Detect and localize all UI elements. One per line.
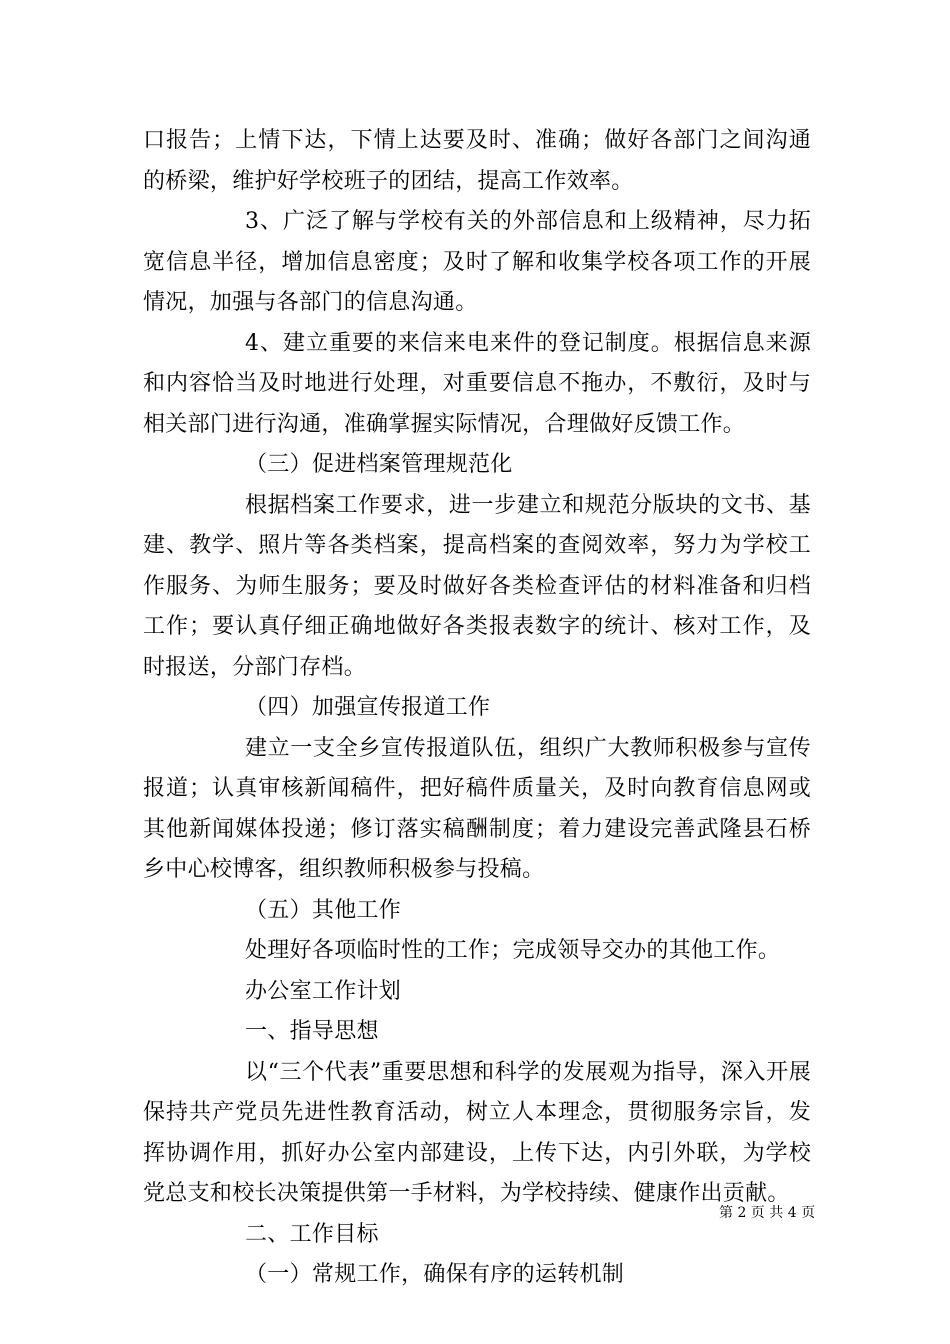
section-heading-guiding-ideology: 一、指导思想 [245, 1019, 379, 1044]
paragraph-continuation: 口报告；上情下达，下情上达要及时、准确；做好各部门之间沟通的桥梁，维护好学校班子的团结，提高工作效率。 [143, 128, 811, 194]
paragraph-item-4: 4、建立重要的来信来电来件的登记制度。根据信息来源和内容恰当及时地进行处理，对重要信息不拖办，不敷衍，及时与相关部门进行沟通，准确掌握实际情况，合理做好反馈工作。 [143, 330, 811, 437]
paragraph-publicity: 建立一支全乡宣传报道队伍，组织广大教师积极参与宣传报道；认真审核新闻稿件，把好稿件质量关，及时向教育信息网或其他新闻媒体投递；修订落实稿酬制度；着力建设完善武隆县石桥乡中心校博客，组织教师积极参与投稿。 [143, 735, 811, 882]
section-heading-archives: （三）促进档案管理规范化 [245, 452, 513, 477]
document-body [143, 121, 811, 1296]
paragraph-item-3: 3、广泛了解与学校有关的外部信息和上级精神，尽力拓宽信息半径，增加信息密度；及时了解和收集学校各项工作的开展情况，加强与各部门的信息沟通。 [143, 209, 811, 315]
page-number-footer: 第 2 页 共 4 页 [719, 1205, 816, 1221]
paragraph-guiding-ideology: 以“三个代表”重要思想和科学的发展观为指导，深入开展保持共产党员先进性教育活动，树立人本理念，贯彻服务宗旨，发挥协调作用，抓好办公室内部建设，上传下达，内引外联，为学校党总支和校长决策提供第一手材料，为学校持续、健康作出贡献。 [143, 1059, 811, 1206]
section-heading-other-work: （五）其他工作 [245, 897, 402, 923]
section-heading-publicity: （四）加强宣传报道工作 [245, 695, 491, 720]
paragraph-other-work: 处理好各项临时性的工作；完成领导交办的其他工作。 [245, 938, 781, 963]
section-heading-routine-work: （一）常规工作，确保有序的运转机制 [245, 1262, 625, 1287]
document-subtitle: 办公室工作计划 [245, 978, 402, 1004]
paragraph-archives: 根据档案工作要求，进一步建立和规范分版块的文书、基建、教学、照片等各类档案，提高档案的查阅效率，努力为学校工作服务、为师生服务；要及时做好各类检查评估的材料准备和归档工作；要认真仔细正确地做好各类报表数字的统计、核对工作，及时报送，分部门存档。 [143, 492, 811, 680]
section-heading-work-goals: 二、工作目标 [245, 1221, 379, 1247]
